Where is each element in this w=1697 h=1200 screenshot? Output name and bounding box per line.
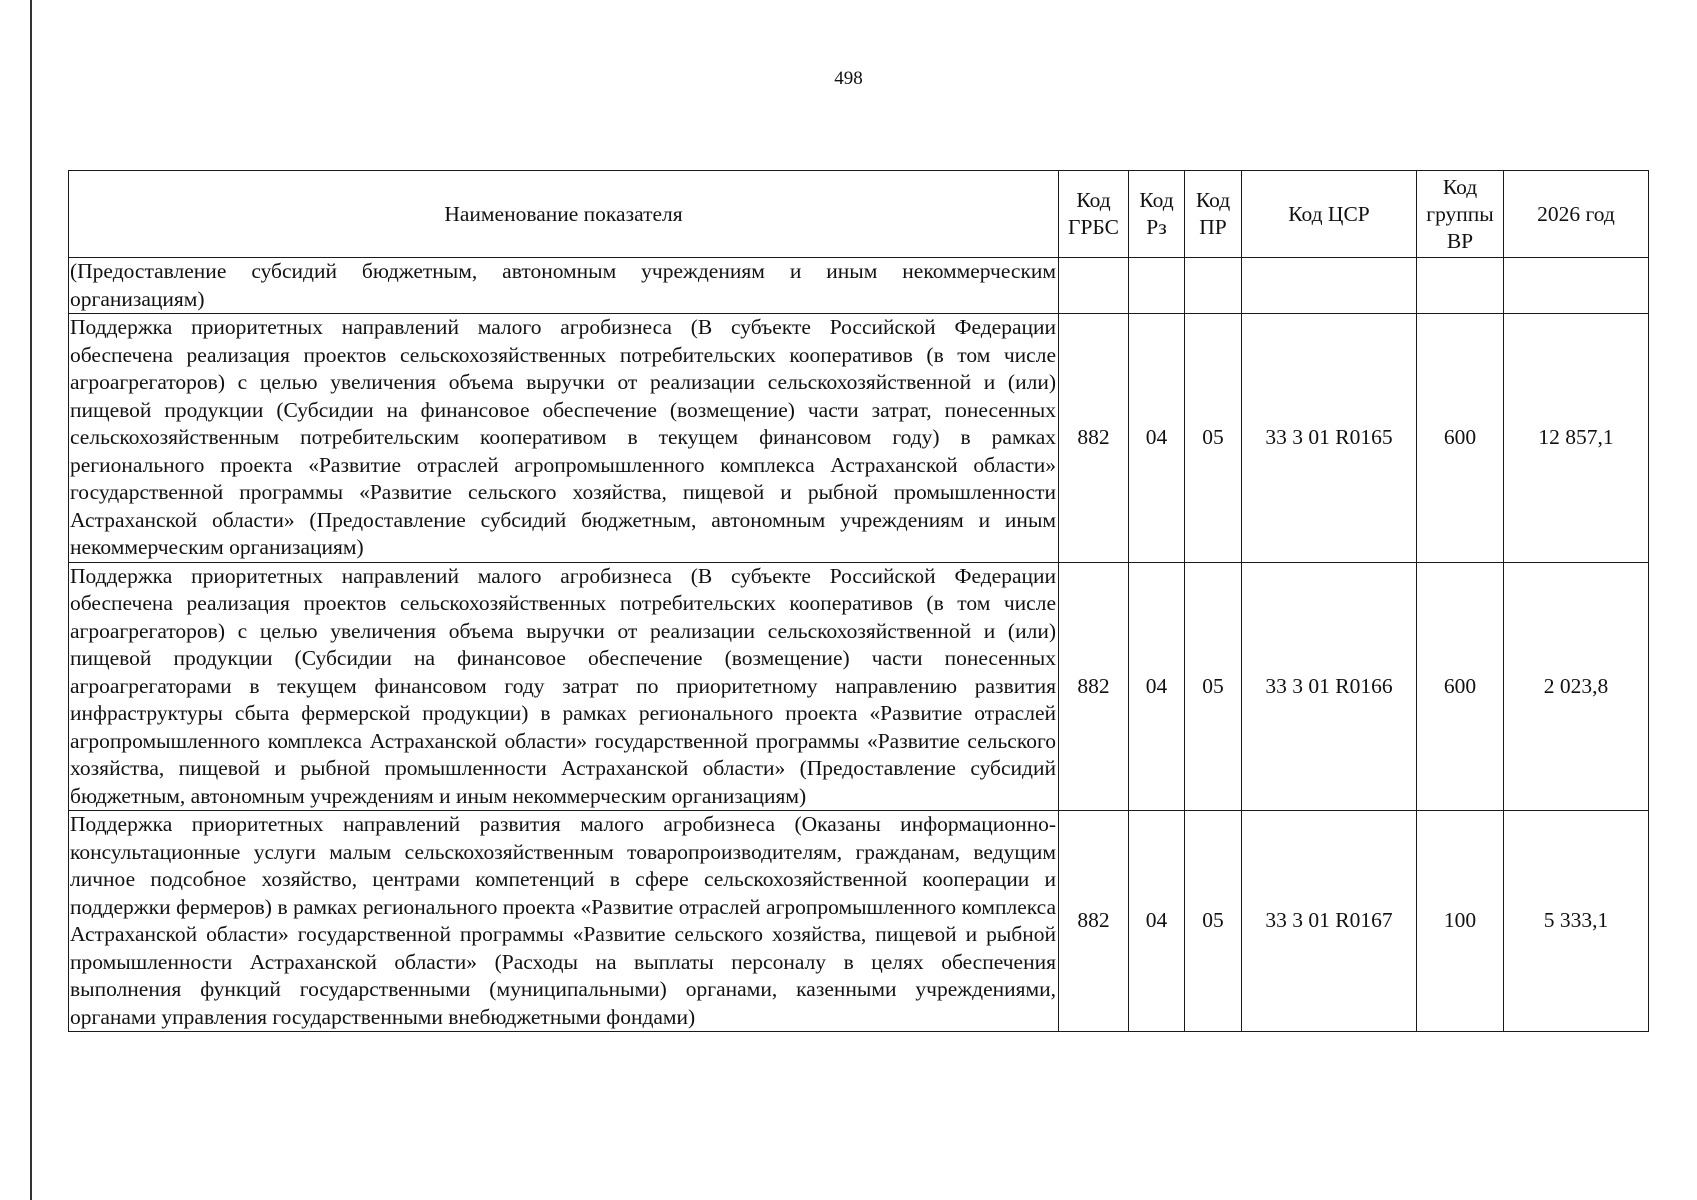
row-rz: 04 — [1129, 314, 1185, 563]
row-vr: 600 — [1417, 314, 1504, 563]
row-name: (Предоставление субсидий бюджетным, автономным учреждениям и иным некоммерческим организациям) — [69, 258, 1059, 314]
row-name: Поддержка приоритетных направлений развития малого агробизнеса (Оказаны информационно-консультационные услуги малым сельскохозяйственным товаропроизводителям, гражданам, ведущим личное подсобное хозяйство, центрами компетенций в сфере сельскохозяйственной кооперации и поддержки фермеров) в рамках регионального проекта «Развитие отраслей агропромышленного комплекса Астраханской области» государственной программы «Развитие сельского хозяйства, пищевой и рыбной промышленности Астраханской области» (Расходы на выплаты персоналу в целях обеспечения выполнения функций государственными (муниципальными) органами, казенными учреждениями, органами управления государственными внебюджетными фондами) — [69, 811, 1059, 1032]
header-rz: Код Рз — [1129, 171, 1185, 258]
row-name: Поддержка приоритетных направлений малого агробизнеса (В субъекте Российской Федерации обеспечена реализация проектов сельскохозяйственных потребительских кооперативов (в том числе агроагрегаторов) с целью увеличения объема выручки от реализации сельскохозяйственной и (или) пищевой продукции (Субсидии на финансовое обеспечение (возмещение) части затрат, понесенных сельскохозяйственным потребительским кооперативом в текущем финансовом году) в рамках регионального проекта «Развитие отраслей агропромышленного комплекса Астраханской области» государственной программы «Развитие сельского хозяйства, пищевой и рыбной промышленности Астраханской области» (Предоставление субсидий бюджетным, автономным учреждениям и иным некоммерческим организациям) — [69, 314, 1059, 563]
header-pr: Код ПР — [1185, 171, 1242, 258]
row-vr — [1417, 258, 1504, 314]
row-amount — [1504, 258, 1649, 314]
table-row — [69, 314, 1649, 563]
row-amount: 2 023,8 — [1504, 562, 1649, 811]
row-vr: 100 — [1417, 811, 1504, 1032]
row-grbs: 882 — [1059, 314, 1129, 563]
row-csr: 33 3 01 R0165 — [1242, 314, 1417, 563]
row-rz: 04 — [1129, 811, 1185, 1032]
header-vr: Код группы ВР — [1417, 171, 1504, 258]
row-pr: 05 — [1185, 562, 1242, 811]
row-pr: 05 — [1185, 811, 1242, 1032]
header-year: 2026 год — [1504, 171, 1649, 258]
row-rz: 04 — [1129, 562, 1185, 811]
header-name: Наименование показателя — [69, 171, 1059, 258]
row-grbs: 882 — [1059, 562, 1129, 811]
table-header-row — [69, 171, 1649, 258]
row-grbs: 882 — [1059, 811, 1129, 1032]
row-csr: 33 3 01 R0167 — [1242, 811, 1417, 1032]
table-row — [69, 258, 1649, 314]
row-rz — [1129, 258, 1185, 314]
page-margin-line — [30, 0, 32, 1200]
table-row — [69, 562, 1649, 811]
header-csr: Код ЦСР — [1242, 171, 1417, 258]
row-amount: 12 857,1 — [1504, 314, 1649, 563]
row-pr: 05 — [1185, 314, 1242, 563]
row-csr — [1242, 258, 1417, 314]
page-number: 498 — [834, 68, 863, 89]
row-grbs — [1059, 258, 1129, 314]
row-name: Поддержка приоритетных направлений малого агробизнеса (В субъекте Российской Федерации обеспечена реализация проектов сельскохозяйственных потребительских кооперативов (в том числе агроагрегаторов) с целью увеличения объема выручки от реализации сельскохозяйственной и (или) пищевой продукции (Субсидии на финансовое обеспечение (возмещение) части понесенных агроагрегаторами в текущем финансовом году затрат по приоритетному направлению развития инфраструктуры сбыта фермерской продукции) в рамках регионального проекта «Развитие отраслей агропромышленного комплекса Астраханской области» государственной программы «Развитие сельского хозяйства, пищевой и рыбной промышленности Астраханской области» (Предоставление субсидий бюджетным, автономным учреждениям и иным некоммерческим организациям) — [69, 562, 1059, 811]
row-pr — [1185, 258, 1242, 314]
row-amount: 5 333,1 — [1504, 811, 1649, 1032]
row-vr: 600 — [1417, 562, 1504, 811]
header-grbs: Код ГРБС — [1059, 171, 1129, 258]
table-row — [69, 811, 1649, 1032]
row-csr: 33 3 01 R0166 — [1242, 562, 1417, 811]
budget-table — [68, 170, 1649, 1032]
